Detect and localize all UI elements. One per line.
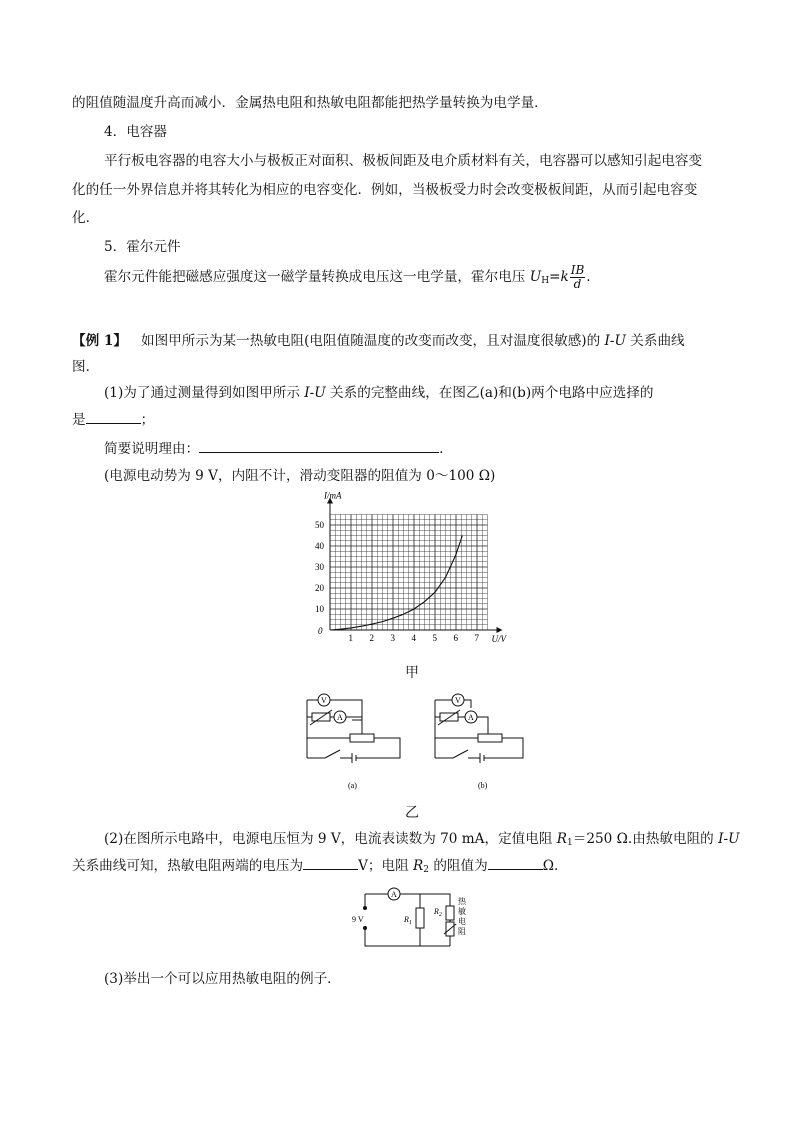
question-2-line-1 [104, 830, 740, 848]
rheostat-b-icon [478, 734, 502, 742]
q2-part-b: ＝250 Ω.由热敏电阻的 [572, 831, 719, 847]
thermistor-label-2: 敏 [458, 907, 466, 916]
q1-part-d: ； [140, 412, 155, 428]
q2-r1-sub: 1 [567, 838, 573, 848]
rheostat-a-icon [350, 734, 374, 742]
x-tick-label: 6 [453, 633, 458, 643]
circuit-b [435, 694, 523, 763]
q2-part-d: V；电阻 [358, 858, 414, 874]
question-2-line-2 [72, 857, 558, 875]
r2-label: $R_2$ [434, 907, 442, 918]
text-thermistor-summary: 的阻值随温度升高而减小．金属热电阻和热敏电阻都能把热学量转换为电学量． [72, 95, 548, 111]
q1-part-c: 是 [72, 412, 86, 428]
q2-part-a: (2)在图所示电路中，电源电压恒为 9 V，电流表读数为 70 mA，定值电阻 [104, 831, 557, 847]
example-stem-end: 关系曲线 [625, 333, 685, 349]
heading-capacitor: 4．电容器 [104, 124, 168, 140]
text-capacitor-2: 化的任一外界信息并将其转化为相应的电容变化．例如，当极板受力时会改变极板间距，从而引起电容变 [72, 182, 698, 198]
figure-jia-caption: 甲 [405, 665, 419, 681]
thermistor-label-1: 热 [458, 897, 466, 906]
hall-equals: = [549, 269, 561, 285]
ammeter-b-label: A [468, 713, 474, 722]
circuit-a-label: (a) [348, 781, 357, 790]
q2-iu: I-U [718, 831, 740, 847]
x-tick-label: 2 [369, 633, 374, 643]
switch-a-icon [325, 750, 340, 758]
example-stem-iu: I-U [604, 333, 626, 349]
text-capacitor-1: 平行板电容器的电容大小与极板正对面积、极板间距及电介质材料有关，电容器可以感知引起电容变 [104, 153, 703, 169]
text-capacitor-3: 化． [72, 210, 100, 226]
q2-part-e: 的阻值为 [429, 858, 488, 874]
example-stem-1 [72, 332, 685, 350]
y-tick-label: 10 [315, 604, 324, 614]
chart-grid [330, 515, 488, 631]
figure-yi-caption: 乙 [405, 805, 419, 821]
x-tick-label: 7 [474, 633, 479, 643]
x-tick-label: 4 [411, 633, 416, 643]
voltmeter-a-label: V [321, 696, 327, 705]
question-1-reason [104, 440, 443, 458]
hall-voltage-symbol: U [529, 269, 542, 285]
ammeter-q2-label: A [391, 890, 397, 899]
q1-part-a: (1)为了通过测量得到如图甲所示 [104, 385, 305, 401]
hall-fraction-denominator: d [573, 277, 582, 291]
resistor-r1-icon [416, 908, 424, 928]
q1-part-b: 关系的完整曲线，在图乙(a)和(b)两个电路中应选择的 [325, 385, 654, 401]
battery-a-icon [352, 753, 356, 763]
hall-fraction [570, 264, 586, 291]
answer-blank-reason[interactable] [199, 440, 439, 453]
question-1-note: (电源电动势为 9 V，内阻不计，滑动变阻器的阻值为 0～100 Ω) [104, 468, 496, 484]
y-tick-label: 20 [315, 583, 324, 593]
figure-q2-circuit [350, 884, 480, 956]
hall-end: . [586, 269, 591, 285]
example-tag: 【例 1】 [72, 333, 127, 349]
chart-x-axis-label: U/V [491, 634, 506, 644]
chart-tick-labels [315, 520, 480, 643]
q2-r2-sub: 2 [423, 865, 429, 875]
q2-r2: R [413, 858, 424, 874]
x-tick-label: 1 [348, 633, 353, 643]
hall-voltage-sub: H [541, 276, 550, 286]
x-tick-label: 5 [432, 633, 437, 643]
x-tick-label: 3 [390, 633, 395, 643]
q2-r1: R [556, 831, 568, 847]
figure-yi-circuits [300, 690, 530, 795]
question-1-line-1 [104, 384, 654, 402]
q1-iu: I-U [304, 385, 326, 401]
hall-fraction-numerator: IB [570, 263, 585, 277]
question-3: (3)举出一个可以应用热敏电阻的例子． [104, 971, 341, 987]
source-voltage-label: 9 V [352, 915, 364, 924]
example-stem-text: 如图甲所示为某一热敏电阻(电阻值随温度的改变而改变，且对温度很敏感)的 [140, 333, 605, 349]
chart-origin-label: 0 [318, 626, 323, 636]
circuit-b-label: (b) [478, 781, 488, 790]
q1-reason-label: 简要说明理由： [104, 441, 200, 457]
example-stem-2: 图． [72, 359, 100, 375]
q2-part-f: Ω. [542, 858, 559, 874]
hall-text: 霍尔元件能把磁感应强度这一磁学量转换成电压这一电学量，霍尔电压 [104, 269, 530, 285]
answer-blank-resistance[interactable] [488, 857, 543, 870]
text-hall-element [104, 264, 591, 291]
thermistor-label-3: 电 [458, 917, 466, 926]
answer-blank-circuit-choice[interactable] [86, 411, 141, 424]
thermistor-label-4: 阻 [458, 927, 466, 936]
y-tick-label: 40 [315, 541, 324, 551]
y-tick-label: 50 [315, 520, 324, 530]
q1-reason-end: . [439, 441, 444, 457]
y-tick-label: 30 [315, 562, 324, 572]
question-1-line-2 [72, 411, 154, 429]
voltmeter-b-label: V [455, 696, 461, 705]
figure-jia-chart [300, 490, 520, 655]
resistor-r2-icon [446, 906, 454, 920]
chart-y-axis-label: I/mA [324, 490, 342, 501]
battery-b-icon [480, 753, 484, 763]
hall-k: k [560, 269, 569, 285]
answer-blank-voltage[interactable] [303, 857, 358, 870]
heading-hall-element: 5．霍尔元件 [104, 239, 181, 255]
r1-label: $R_1$ [404, 915, 412, 926]
ammeter-a-label: A [337, 713, 343, 722]
q2-part-c: 关系曲线可知，热敏电阻两端的电压为 [72, 858, 304, 874]
